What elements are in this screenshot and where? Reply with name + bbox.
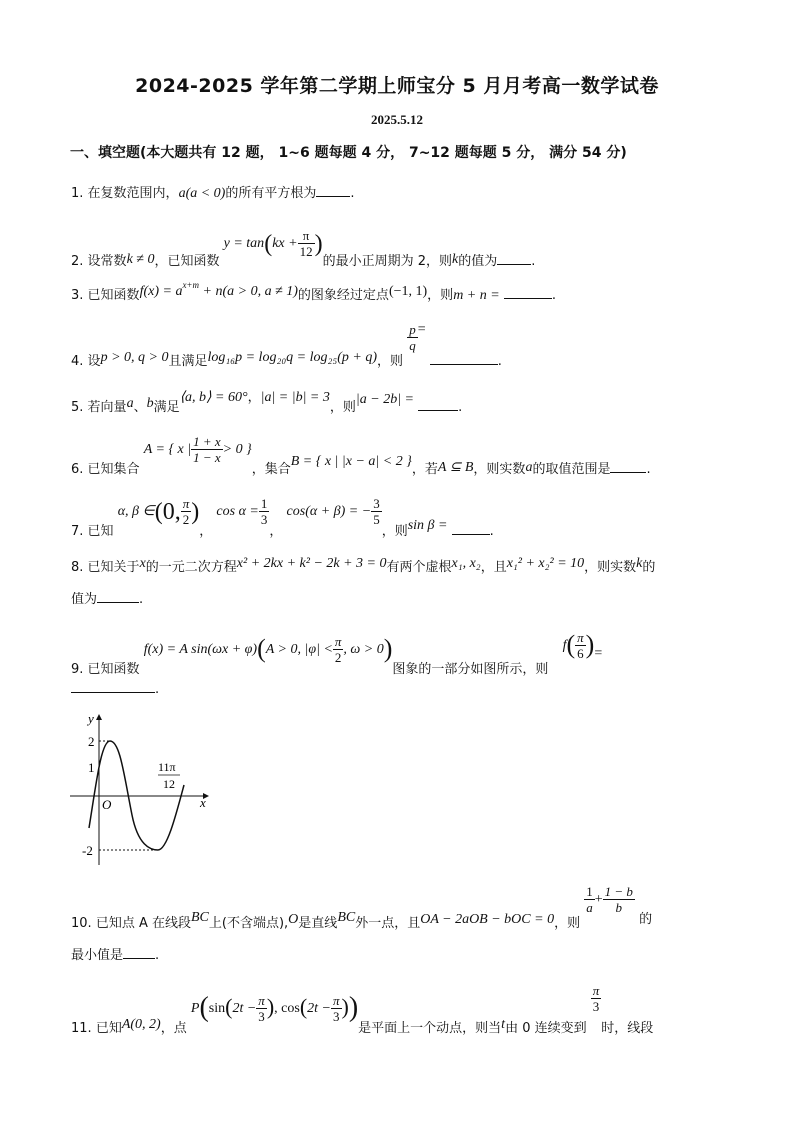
exam-title: 2024-2025 学年第二学期上师宝分 5 月月考高一数学试卷 xyxy=(135,75,659,97)
question-9: 9. 已知函数 f(x) = A sin(ωx + φ)(A > 0, |φ| < $\frac{\pi}{2}$ , ω > 0)图象的一部分如图所示，则 f( $\frac{\pi}{6}$ )= xyxy=(71,630,603,677)
answer-blank[interactable] xyxy=(123,946,155,959)
question-6: 6. 已知集合 A = { x | $\frac{1 + x}{1 - x}$ > 0 }，集合B = { x | |x − a| < 2 }，若A ⊆ B，则实数a的取值范围是 . xyxy=(71,434,651,477)
sine-graph xyxy=(64,705,224,875)
question-11: 11. 已知A(0, 2)，点 P(sin(2t − $\frac{\pi}{3}$ ), cos(2t − $\frac{\pi}{3}$ ))是平面上一个动点，则当t由 0 连续变到 $\frac{\pi}{3}$ 时，线段 xyxy=(71,983,654,1036)
tick-1: 1 xyxy=(88,760,95,775)
answer-blank[interactable] xyxy=(430,352,498,365)
origin-label: O xyxy=(102,797,112,812)
question-1: 1. 在复数范围内，a(a < 0)的所有平方根为 . xyxy=(71,186,355,201)
marker-denominator: 12 xyxy=(163,777,175,791)
answer-blank[interactable] xyxy=(497,252,531,265)
question-9-line2: . xyxy=(71,680,159,697)
question-3: 3. 已知函数$f(x) = a^{x+m} + n(a > 0$, a ≠ 1)的图象经过定点(−1, 1)，则m + n = . xyxy=(71,279,556,303)
section-heading: 一、填空题(本大题共有 12 题， 1~6 题每题 4 分， 7~12 题每题 5 分， 满分 54 分) xyxy=(70,145,627,161)
answer-blank[interactable] xyxy=(452,522,490,535)
question-7: 7. 已知 α, β ∈(0, $\frac{\pi}{2}$ )， cos α = $\frac{1}{3}$ ， cos(α + β) = − $\frac{3}{5}$ ，则sin β = . xyxy=(71,496,494,539)
question-8-line2: 值为 . xyxy=(71,592,144,607)
y-label: y xyxy=(88,711,94,726)
question-8: 8. 已知关于x的一元二次方程x² + 2kx + k² − 2k + 3 = 0有两个虚根x₁, x₂，且x₁² + x₂² = 10，则实数k的 xyxy=(71,556,656,575)
x-label: x xyxy=(200,795,206,810)
tick-neg2: -2 xyxy=(82,843,93,858)
question-5: 5. 若向量a、b满足⟨a, b⟩ = 60°，|a| = |b| = 3，则|a − 2b| = . xyxy=(71,390,463,415)
question-10: 10. 已知点 A 在线段BC上(不含端点),O是直线BC外一点，且OA − 2aOB − bOC = 0，则 $\frac{1}{a}$ + $\frac{1 - b}{b}$ 的 xyxy=(71,884,653,931)
exam-date: 2025.5.12 xyxy=(371,112,423,127)
tick-2: 2 xyxy=(88,734,95,749)
answer-blank[interactable] xyxy=(71,680,155,693)
answer-blank[interactable] xyxy=(316,184,350,197)
answer-blank[interactable] xyxy=(418,398,458,411)
q1-math: a(a < 0) xyxy=(178,186,226,201)
marker-numerator: 11π xyxy=(158,760,176,774)
answer-blank[interactable] xyxy=(504,286,552,299)
answer-blank[interactable] xyxy=(610,460,646,473)
question-10-line2: 最小值是 . xyxy=(71,948,160,963)
question-4: 4. 设p > 0, q > 0且满足log₁₆p = log₂₀q = log₂₅(p + q)，则 $\frac{p}{q}$ = . xyxy=(71,322,502,369)
question-2: 2. 设常数k ≠ 0，已知函数 y = tan(kx + $\frac{\pi}{12}$ )的最小正周期为 2，则k的值为 . xyxy=(71,228,536,269)
answer-blank[interactable] xyxy=(97,590,139,603)
